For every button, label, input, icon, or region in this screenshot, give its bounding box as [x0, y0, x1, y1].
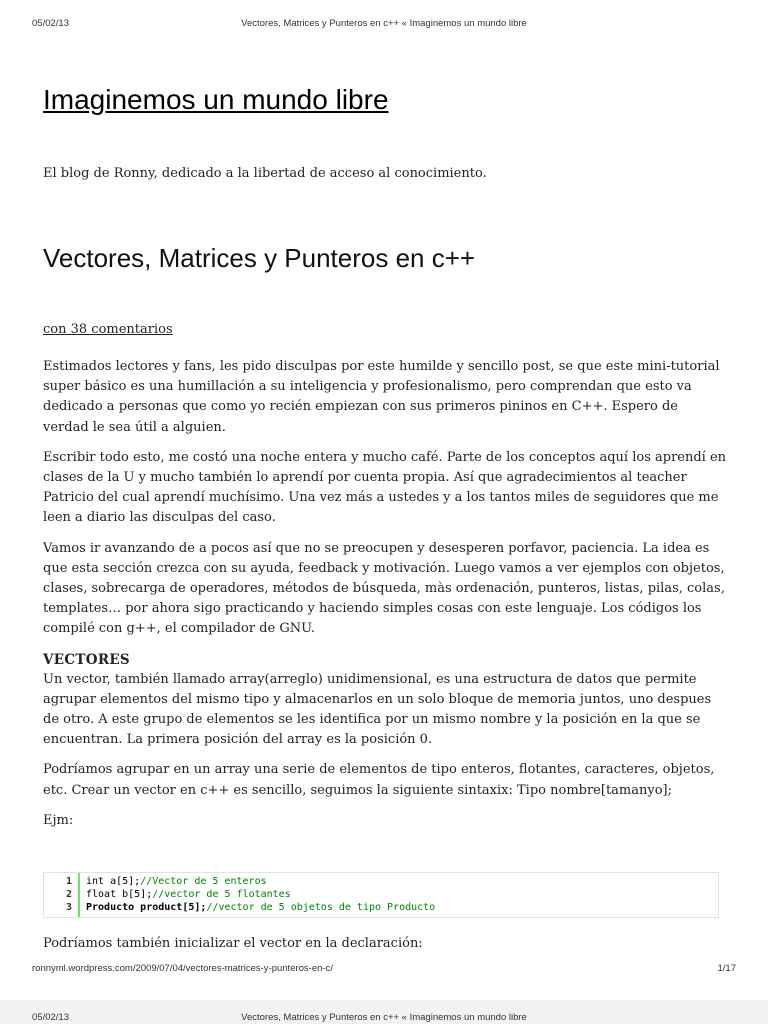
code-line: [86, 902, 435, 913]
paragraph: Vamos ir avanzando de a pocos así que no se preocupen y desesperen porfavor, paciencia. La idea es que esta sección crezca con su ayuda, feedback y motivación. Luego vamos a ver ejemplos con objetos, clases, sobrecarga de operadores, métodos de búsqueda, màs ordenación, punteros, listas, pilas, colas, templates… por ahora sigo practicando y haciendo simples cosas con este lenguaje. Los códigos los compilé con g++, el compilador de GNU.: [43, 540, 725, 637]
code-line: [86, 876, 267, 887]
code-text: int a[5];: [86, 876, 141, 887]
page-number: 1/17: [717, 963, 736, 974]
post-title: Vectores, Matrices y Punteros en c++: [43, 243, 476, 273]
post-body: [43, 357, 727, 841]
section-heading: VECTORES: [43, 651, 130, 668]
code-comment: //vector de 5 objetos de tipo Producto: [206, 902, 436, 913]
print-page-title: Vectores, Matrices y Punteros en c++ « Imaginemos un mundo libre: [241, 1012, 527, 1023]
site-title-link[interactable]: Imaginemos un mundo libre: [43, 84, 389, 115]
print-header: [32, 18, 736, 32]
paragraph: Estimados lectores y fans, les pido disculpas por este humilde y sencillo post, se que este mini-tutorial super básico es una humillación a su inteligencia y profesionalismo, pero comprendan que esto va dedicado a personas que como yo recién empiezan con sus primeros pininos en C++. Espero de verdad le sea útil a alguien.: [43, 359, 720, 435]
paragraph: Escribir todo esto, me costó una noche entera y mucho café. Parte de los conceptos aquí los aprendí en clases de la U y mucho también lo aprendí por cuenta propia. Así que agradecimientos al teacher Patricio del cual aprendí muchísimo. Una vez más a ustedes y a los tantos miles de seguidores que me leen a diario las disculpas del caso.: [43, 449, 727, 526]
code-text: float b[5];: [86, 889, 153, 900]
code-comment: //Vector de 5 enteros: [140, 876, 267, 887]
print-page-title: Vectores, Matrices y Punteros en c++ « Imaginemos un mundo libre: [241, 18, 527, 29]
site-tagline: El blog de Ronny, dedicado a la libertad de acceso al conocimiento.: [43, 166, 487, 181]
print-date: 05/02/13: [32, 1012, 69, 1023]
line-number: 3: [65, 902, 72, 913]
paragraph: Un vector, también llamado array(arreglo) unidimensional, es una estructura de datos que permite agrupar elementos del mismo tipo y almacenarlos en un solo bloque de memoria juntos, uno despues de otro. A este grupo de elementos se les identifica por un mismo nombre y la posición en la que se encuentran. La primera posición del array es la posición 0.: [43, 671, 712, 748]
comments-link[interactable]: con 38 comentarios: [43, 322, 173, 337]
print-date: 05/02/13: [32, 18, 69, 29]
code-comment: //vector de 5 flotantes: [152, 889, 291, 900]
code-line: [86, 889, 291, 900]
paragraph: Podríamos agrupar en un array una serie de elementos de tipo enteros, flotantes, caracteres, objetos, etc. Crear un vector en c++ es sencillo, seguimos la siguiente sintaxix: Tipo nombre[tamanyo];: [43, 762, 715, 798]
code-text: Producto product[5];: [86, 902, 207, 913]
line-number: 1: [65, 876, 72, 887]
code-block: [43, 872, 719, 918]
print-url: ronnyml.wordpress.com/2009/07/04/vectores-matrices-y-punteros-en-c/: [32, 963, 333, 974]
line-number: 2: [65, 889, 72, 900]
line-number-gutter: [44, 873, 80, 917]
paragraph: Podríamos también inicializar el vector en la declaración:: [43, 936, 423, 951]
next-page-header: [32, 1012, 736, 1024]
paragraph: Ejm:: [43, 812, 74, 828]
